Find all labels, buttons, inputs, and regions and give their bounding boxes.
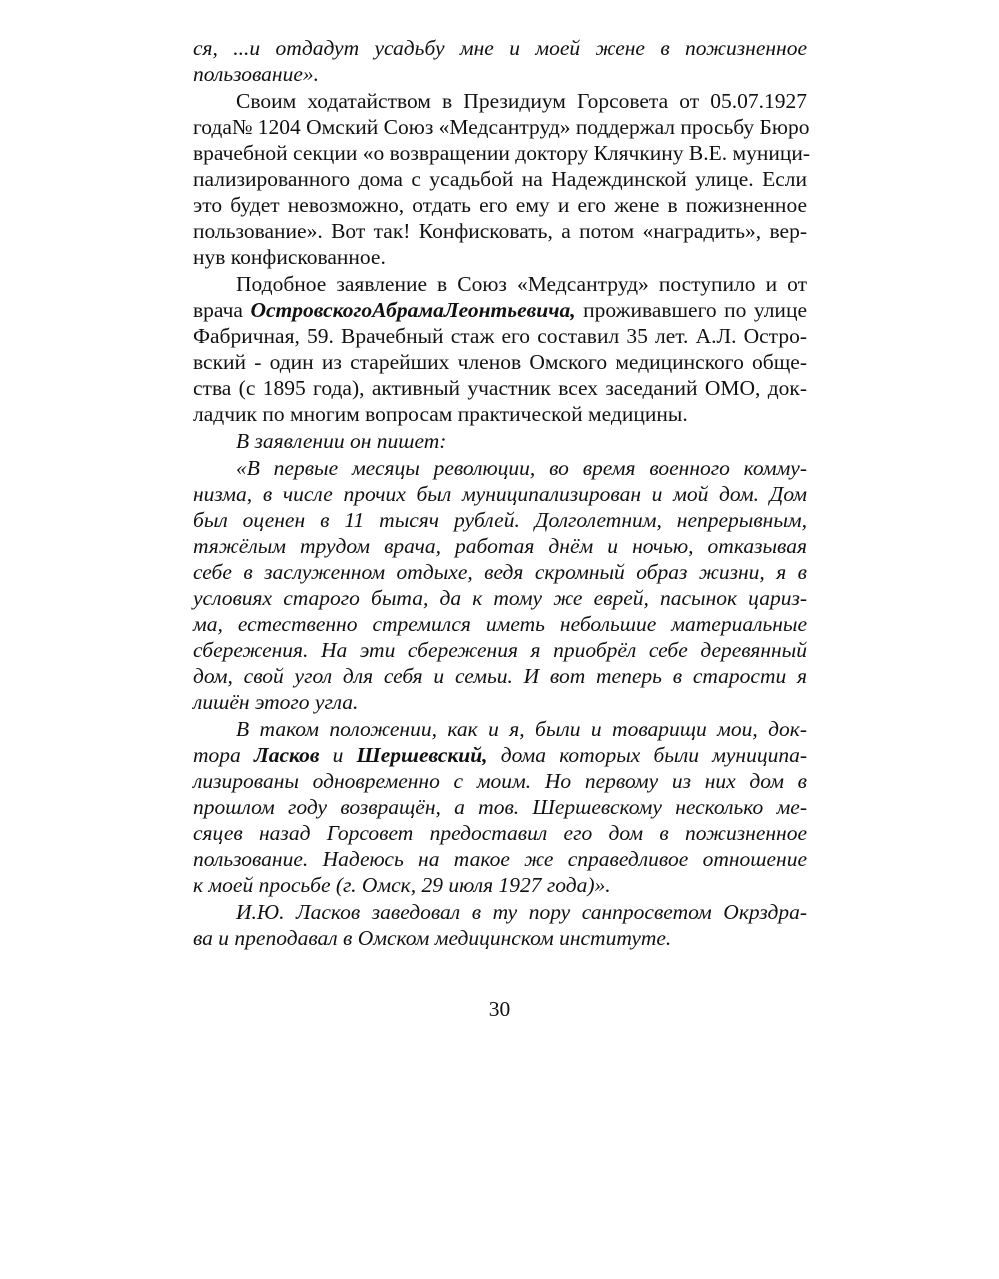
text-line: нув конфискованное.: [193, 245, 386, 269]
text-line: ма, естественно стремился иметь небольшие материальные: [193, 612, 807, 636]
text-fragment: тора: [193, 743, 254, 767]
text-line: был оценен в 11 тысяч рублей. Долголетним, непрерывным,: [193, 508, 807, 532]
person-name-ostrovsky: ОстровскогоАбрамаЛеонтьевича,: [250, 298, 576, 322]
text-line: ся, ...и отдадут усадьбу мне и моей жене в пожизненное: [193, 36, 807, 60]
text-line: к моей просьбе (г. Омск, 29 июля 1927 года)».: [193, 873, 611, 897]
person-name-laskov: Ласков: [253, 743, 320, 767]
text-line: условиях старого быта, да к тому же еврей, пасынок цариз-: [193, 586, 807, 610]
text-fragment: проживавшего по улице: [575, 298, 807, 322]
text-line: тяжёлым трудом врача, работая днём и ночью, отказывая: [193, 534, 807, 558]
text-line: это будет невозможно, отдать его ему и его жене в пожизненное: [193, 193, 807, 217]
text-line: года№ 1204 Омский Союз «Медсантруд» поддержал просьбу Бюро: [193, 115, 810, 139]
text-line: вский - один из старейших членов Омского медицинского обще-: [193, 350, 807, 374]
text-line: ладчик по многим вопросам практической медицины.: [193, 402, 688, 426]
text-line: пользование».: [193, 62, 319, 86]
text-line: лишён этого угла.: [193, 690, 359, 714]
text-line: пользование. Надеюсь на такое же справедливое отношение: [193, 847, 807, 871]
text-line: Своим ходатайством в Президиум Горсовета от 05.07.1927: [236, 89, 807, 113]
text-line: Подобное заявление в Союз «Медсантруд» поступило и от: [236, 272, 807, 296]
text-line: пализированного дома с усадьбой на Надеждинской улице. Если: [193, 167, 807, 191]
text-line: «В первые месяцы революции, во время военного комму-: [236, 456, 807, 480]
text-line: ства (с 1895 года), активный участник всех заседаний ОМО, док-: [193, 376, 807, 400]
page-number: 30: [488, 997, 511, 1021]
text-fragment: врача: [193, 298, 251, 322]
text-line: сбережения. На эти сбережения я приобрёл себе деревянный: [193, 638, 807, 662]
person-name-shershevsky: Шершевский,: [356, 743, 488, 767]
text-line: Фабричная, 59. Врачебный стаж его составил 35 лет. А.Л. Остро-: [193, 324, 807, 348]
text-fragment: дома которых были муниципа-: [487, 743, 808, 767]
text-line: пользование». Вот так! Конфисковать, а потом «наградить», вер-: [193, 219, 807, 243]
text-line-with-name: [193, 297, 807, 323]
text-line: сяцев назад Горсовет предоставил его дом в пожизненное: [193, 821, 807, 845]
text-line: низма, в числе прочих был муниципализирован и мой дом. Дом: [193, 482, 807, 506]
text-line: лизированы одновременно с моим. Но первому из них дом в: [193, 769, 807, 793]
text-line: В таком положении, как и я, были и товарищи мои, док-: [236, 717, 807, 741]
text-line: ва и преподавал в Омском медицинском институте.: [193, 926, 672, 950]
text-line: врачебной секции «о возвращении доктору Клячкину В.Е. муници-: [193, 141, 811, 165]
text-fragment: и: [319, 743, 357, 767]
text-line: В заявлении он пишет:: [236, 429, 447, 453]
text-line: прошлом году возвращён, а тов. Шершевскому несколько ме-: [193, 795, 807, 819]
text-line: себе в заслуженном отдыхе, ведя скромный образ жизни, я в: [193, 560, 807, 584]
text-line-with-names: [193, 742, 807, 768]
text-line: И.Ю. Ласков заведовал в ту пору санпросветом Окрздра-: [236, 900, 807, 924]
text-line: дом, свой угол для себя и семьи. И вот теперь в старости я: [193, 664, 807, 688]
